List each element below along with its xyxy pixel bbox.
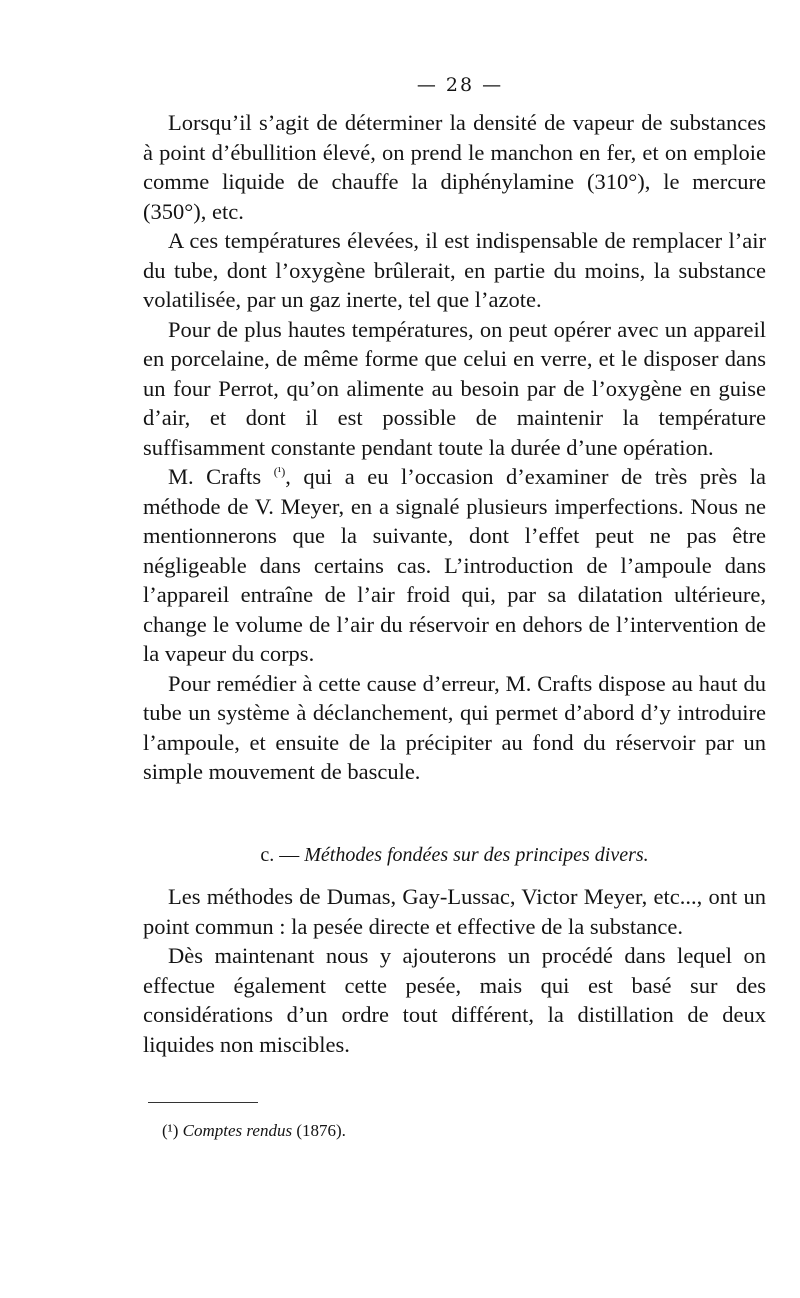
- section-text-block: [143, 882, 766, 1059]
- footnote: [162, 1120, 346, 1142]
- section-heading: [143, 842, 766, 868]
- section-prefix: c. —: [260, 844, 305, 866]
- paragraph-high-boiling: Lorsqu’il s’agit de déterminer la densité de vapeur de substances à point d’ébullition élevé, on prend le manchon en fer, et on emploie comme liquide de chauffe la diphénylamine (310°), le mercure (350°), etc.: [143, 110, 766, 224]
- main-text-block: [143, 108, 766, 787]
- page-number: — 28 —: [416, 74, 504, 96]
- section-title: Méthodes fondées sur des principes divers.: [304, 844, 649, 866]
- paragraph-remedy: Pour remédier à cette cause d’erreur, M. Crafts dispose au haut du tube un système à déclanchement, qui permet d’abord d’y introduire l’ampoule, et ensuite de la précipiter au fond du réservoir par un simple mouvement de bascule.: [143, 670, 766, 784]
- crafts-text-after: , qui a eu l’occasion d’examiner de très près la méthode de V. Meyer, en a signalé plusieurs imperfections. Nous ne mentionnerons que la suivante, dont l’effet peut ne pas être négligeable dans certains cas. L’introduction de l’ampoule dans l’appareil entraîne de l’air froid qui, par sa dilatation ultérieure, change le volume de l’air du réservoir en dehors de l’intervention de la vapeur du corps.: [143, 464, 766, 666]
- footnote-marker: (¹): [162, 1121, 179, 1140]
- footnote-source: Comptes rendus: [182, 1121, 293, 1140]
- paragraph-inert-gas: A ces températures élevées, il est indispensable de remplacer l’air du tube, dont l’oxygène brûlerait, en partie du moins, la substance volatilisée, par un gaz inerte, tel que l’azote.: [143, 228, 766, 312]
- paragraph-distillation: Dès maintenant nous y ajouterons un procédé dans lequel on effectue également cette pesée, mais qui est basé sur des considérations d’un ordre tout différent, la distillation de deux liquides non miscibles.: [143, 943, 766, 1057]
- crafts-text-before: M. Crafts: [168, 464, 274, 489]
- footnote-year: (1876).: [296, 1121, 346, 1140]
- footnote-divider: [148, 1102, 258, 1103]
- paragraph-common-point: Les méthodes de Dumas, Gay-Lussac, Victor Meyer, etc..., ont un point commun : la pesée directe et effective de la substance.: [143, 884, 766, 939]
- paragraph-porcelain: Pour de plus hautes températures, on peut opérer avec un appareil en porcelaine, de même forme que celui en verre, et le disposer dans un four Perrot, qu’on alimente au besoin par de l’oxygène en guise d’air, et dont il est possible de maintenir la température suffisamment constante pendant toute la durée d’une opération.: [143, 316, 766, 460]
- footnote-reference: (¹): [273, 464, 286, 479]
- paragraph-crafts: [143, 462, 766, 669]
